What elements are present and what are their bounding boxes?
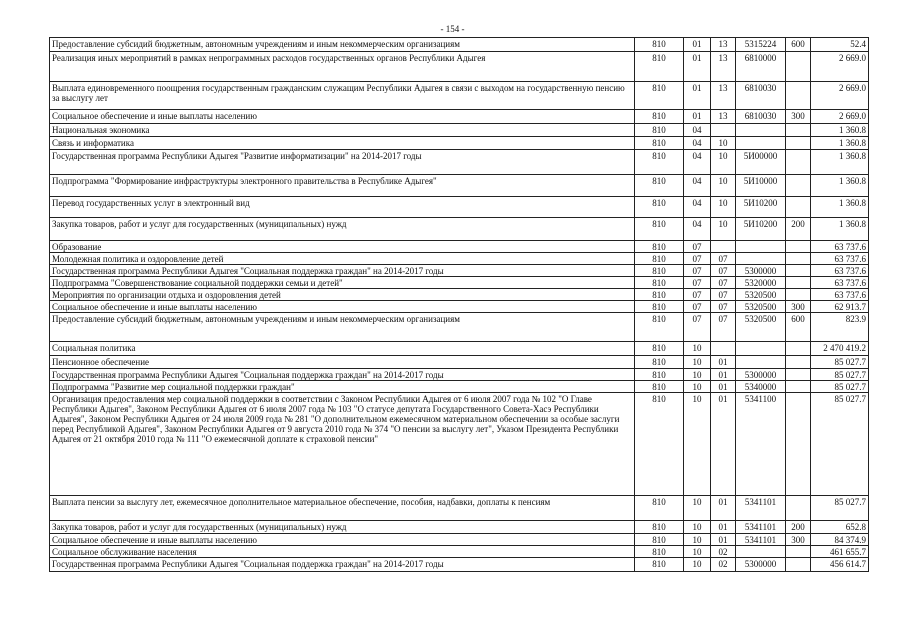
row-target-code (736, 241, 786, 253)
row-subsection-code: 13 (711, 38, 736, 52)
row-amount: 2 470 419.2 (811, 342, 869, 356)
row-name: Закупка товаров, работ и услуг для государственных (муниципальных) нужд (50, 218, 635, 241)
row-expense-type-code: 200 (786, 521, 811, 534)
row-dept-code: 810 (635, 313, 684, 342)
row-expense-type-code: 600 (786, 38, 811, 52)
table-row (50, 137, 869, 150)
row-target-code: 5300000 (736, 369, 786, 381)
row-section-code: 10 (684, 342, 711, 356)
row-dept-code: 810 (635, 534, 684, 546)
row-name: Государственная программа Республики Адыгея "Развитие информатизации" на 2014-2017 годы (50, 150, 635, 175)
row-expense-type-code: 200 (786, 218, 811, 241)
row-section-code: 10 (684, 534, 711, 546)
row-subsection-code (711, 241, 736, 253)
row-amount: 1 360.8 (811, 218, 869, 241)
row-name: Государственная программа Республики Адыгея "Социальная поддержка граждан" на 2014-2017 годы (50, 369, 635, 381)
row-name: Мероприятия по организации отдыха и оздоровления детей (50, 289, 635, 301)
row-subsection-code: 01 (711, 393, 736, 496)
row-amount: 652.8 (811, 521, 869, 534)
row-expense-type-code (786, 124, 811, 137)
table-row (50, 38, 869, 52)
row-amount: 1 360.8 (811, 124, 869, 137)
row-section-code: 01 (684, 52, 711, 82)
row-name: Выплата пенсии за выслугу лет, ежемесячное дополнительное материальное обеспечение, пособия, надбавки, доплаты к пенсиям (50, 496, 635, 521)
row-target-code: 5300000 (736, 265, 786, 277)
row-expense-type-code (786, 496, 811, 521)
row-expense-type-code (786, 82, 811, 110)
row-section-code: 10 (684, 546, 711, 558)
row-name: Реализация иных мероприятий в рамках непрограммных расходов государственных органов Республики Адыгея (50, 52, 635, 82)
row-expense-type-code (786, 342, 811, 356)
row-expense-type-code (786, 393, 811, 496)
row-expense-type-code (786, 369, 811, 381)
row-name: Перевод государственных услуг в электронный вид (50, 197, 635, 218)
row-name: Пенсионное обеспечение (50, 356, 635, 369)
row-amount: 1 360.8 (811, 175, 869, 197)
table-row (50, 110, 869, 124)
row-expense-type-code: 300 (786, 110, 811, 124)
row-section-code: 07 (684, 313, 711, 342)
row-dept-code: 810 (635, 137, 684, 150)
row-section-code: 10 (684, 369, 711, 381)
row-name: Государственная программа Республики Адыгея "Социальная поддержка граждан" на 2014-2017 годы (50, 265, 635, 277)
row-name: Национальная экономика (50, 124, 635, 137)
row-amount: 63 737.6 (811, 241, 869, 253)
row-target-code: 5300000 (736, 558, 786, 572)
row-name: Государственная программа Республики Адыгея "Социальная поддержка граждан" на 2014-2017 годы (50, 558, 635, 572)
row-section-code: 01 (684, 110, 711, 124)
row-section-code: 04 (684, 175, 711, 197)
row-expense-type-code: 300 (786, 534, 811, 546)
row-dept-code: 810 (635, 197, 684, 218)
row-dept-code: 810 (635, 289, 684, 301)
table-row (50, 289, 869, 301)
page-number: - 154 - (440, 24, 465, 34)
row-expense-type-code (786, 546, 811, 558)
row-subsection-code: 13 (711, 110, 736, 124)
table-row (50, 82, 869, 110)
table-row (50, 369, 869, 381)
row-dept-code: 810 (635, 265, 684, 277)
row-dept-code: 810 (635, 356, 684, 369)
row-dept-code: 810 (635, 150, 684, 175)
table-row (50, 277, 869, 289)
row-dept-code: 810 (635, 38, 684, 52)
row-amount: 63 737.6 (811, 289, 869, 301)
row-amount: 63 737.6 (811, 253, 869, 265)
row-expense-type-code (786, 558, 811, 572)
row-section-code: 04 (684, 124, 711, 137)
row-target-code: 6810030 (736, 82, 786, 110)
row-amount: 84 374.9 (811, 534, 869, 546)
row-amount: 85 027.7 (811, 393, 869, 496)
row-target-code (736, 546, 786, 558)
table-row (50, 342, 869, 356)
row-section-code: 04 (684, 150, 711, 175)
row-amount: 63 737.6 (811, 265, 869, 277)
row-target-code: 5И10000 (736, 175, 786, 197)
row-name: Организация предоставления мер социальной поддержки в соответствии с Законом Республики Адыгея от 6 июля 2007 года № 102 "О Главе Республики Адыгея", Законом Республики Адыгея от 6 июля 2007 года № 103 "О статусе депутата Государственного Совета-Хасэ Республики Адыгея", Законом Республики Адыгея от 24 июля 2009 года № 281 "О дополнительном ежемесячном материальном обеспечении за особые заслуги перед Республикой Адыгея", Законом Республики Адыгея от 9 августа 2010 года № 374 "О пенсии за выслугу лет", Указом Президента Республики Адыгея от 21 октября 2010 года № 111 "О ежемесячной доплате к страховой пенсии" (50, 393, 635, 496)
row-dept-code: 810 (635, 277, 684, 289)
row-subsection-code (711, 124, 736, 137)
row-subsection-code: 02 (711, 546, 736, 558)
row-subsection-code: 01 (711, 369, 736, 381)
row-target-code: 5И00000 (736, 150, 786, 175)
row-name: Социальная политика (50, 342, 635, 356)
row-subsection-code: 02 (711, 558, 736, 572)
row-amount: 63 737.6 (811, 277, 869, 289)
row-subsection-code: 10 (711, 175, 736, 197)
row-dept-code: 810 (635, 342, 684, 356)
row-name: Закупка товаров, работ и услуг для государственных (муниципальных) нужд (50, 521, 635, 534)
table-row (50, 496, 869, 521)
table-row (50, 558, 869, 572)
table-row (50, 301, 869, 313)
row-name: Подпрограмма "Формирование инфраструктуры электронного правительства в Республике Адыгея" (50, 175, 635, 197)
row-name: Молодежная политика и оздоровление детей (50, 253, 635, 265)
row-expense-type-code (786, 277, 811, 289)
row-amount: 52.4 (811, 38, 869, 52)
row-expense-type-code (786, 381, 811, 393)
row-subsection-code: 01 (711, 521, 736, 534)
budget-table (49, 37, 869, 572)
row-target-code: 5341101 (736, 521, 786, 534)
row-section-code: 07 (684, 301, 711, 313)
table-row (50, 197, 869, 218)
row-subsection-code: 10 (711, 150, 736, 175)
row-expense-type-code (786, 150, 811, 175)
row-subsection-code: 10 (711, 218, 736, 241)
table-row (50, 534, 869, 546)
row-dept-code: 810 (635, 253, 684, 265)
row-dept-code: 810 (635, 82, 684, 110)
row-target-code: 5340000 (736, 381, 786, 393)
row-amount: 85 027.7 (811, 496, 869, 521)
row-dept-code: 810 (635, 241, 684, 253)
row-section-code: 07 (684, 277, 711, 289)
row-amount: 85 027.7 (811, 369, 869, 381)
row-subsection-code: 10 (711, 197, 736, 218)
row-target-code: 5315224 (736, 38, 786, 52)
row-section-code: 07 (684, 289, 711, 301)
row-name: Связь и информатика (50, 137, 635, 150)
row-dept-code: 810 (635, 496, 684, 521)
table-row (50, 546, 869, 558)
row-expense-type-code (786, 241, 811, 253)
row-target-code: 5И10200 (736, 197, 786, 218)
row-dept-code: 810 (635, 110, 684, 124)
row-amount: 1 360.8 (811, 197, 869, 218)
row-expense-type-code (786, 265, 811, 277)
row-amount: 2 669.0 (811, 110, 869, 124)
row-subsection-code: 07 (711, 253, 736, 265)
row-target-code: 5320500 (736, 313, 786, 342)
table-row (50, 393, 869, 496)
row-expense-type-code: 600 (786, 313, 811, 342)
row-dept-code: 810 (635, 124, 684, 137)
row-subsection-code: 13 (711, 82, 736, 110)
row-target-code (736, 253, 786, 265)
row-amount: 85 027.7 (811, 356, 869, 369)
row-target-code: 6810030 (736, 110, 786, 124)
table-row (50, 521, 869, 534)
row-section-code: 01 (684, 38, 711, 52)
row-dept-code: 810 (635, 369, 684, 381)
row-target-code (736, 342, 786, 356)
row-subsection-code (711, 342, 736, 356)
table-row (50, 265, 869, 277)
row-amount: 85 027.7 (811, 381, 869, 393)
row-amount: 2 669.0 (811, 52, 869, 82)
row-expense-type-code (786, 175, 811, 197)
row-subsection-code: 07 (711, 265, 736, 277)
row-name: Предоставление субсидий бюджетным, автономным учреждениям и иным некоммерческим организациям (50, 313, 635, 342)
row-dept-code: 810 (635, 52, 684, 82)
table-row (50, 356, 869, 369)
row-amount: 461 655.7 (811, 546, 869, 558)
row-section-code: 07 (684, 253, 711, 265)
row-amount: 62 913.7 (811, 301, 869, 313)
row-subsection-code: 13 (711, 52, 736, 82)
row-expense-type-code (786, 137, 811, 150)
row-dept-code: 810 (635, 381, 684, 393)
row-name: Выплата единовременного поощрения государственным гражданским служащим Республики Адыгея в связи с выходом на государственную пенсию за выслугу лет (50, 82, 635, 110)
row-target-code: 5320500 (736, 289, 786, 301)
row-section-code: 04 (684, 197, 711, 218)
row-target-code: 5341100 (736, 393, 786, 496)
row-name: Социальное обеспечение и иные выплаты населению (50, 110, 635, 124)
table-row (50, 381, 869, 393)
row-name: Подпрограмма "Развитие мер социальной поддержки граждан" (50, 381, 635, 393)
row-name: Социальное обеспечение и иные выплаты населению (50, 301, 635, 313)
row-section-code: 10 (684, 393, 711, 496)
row-section-code: 07 (684, 241, 711, 253)
row-section-code: 10 (684, 356, 711, 369)
row-target-code: 5341101 (736, 534, 786, 546)
row-dept-code: 810 (635, 393, 684, 496)
row-target-code: 6810000 (736, 52, 786, 82)
row-subsection-code: 01 (711, 381, 736, 393)
row-amount: 456 614.7 (811, 558, 869, 572)
row-target-code (736, 137, 786, 150)
row-expense-type-code (786, 289, 811, 301)
row-dept-code: 810 (635, 521, 684, 534)
row-amount: 2 669.0 (811, 82, 869, 110)
row-subsection-code: 01 (711, 356, 736, 369)
row-name: Предоставление субсидий бюджетным, автономным учреждениям и иным некоммерческим организациям (50, 38, 635, 52)
row-expense-type-code (786, 356, 811, 369)
row-dept-code: 810 (635, 558, 684, 572)
row-expense-type-code (786, 52, 811, 82)
row-expense-type-code: 300 (786, 301, 811, 313)
row-dept-code: 810 (635, 175, 684, 197)
row-section-code: 04 (684, 137, 711, 150)
row-name: Образование (50, 241, 635, 253)
row-target-code: 5341101 (736, 496, 786, 521)
row-name: Социальное обеспечение и иные выплаты населению (50, 534, 635, 546)
row-dept-code: 810 (635, 301, 684, 313)
row-section-code: 10 (684, 558, 711, 572)
row-section-code: 10 (684, 521, 711, 534)
row-target-code: 5320500 (736, 301, 786, 313)
row-target-code (736, 124, 786, 137)
row-amount: 1 360.8 (811, 150, 869, 175)
row-target-code (736, 356, 786, 369)
table-row (50, 313, 869, 342)
row-target-code: 5И10200 (736, 218, 786, 241)
row-name: Социальное обслуживание населения (50, 546, 635, 558)
row-amount: 1 360.8 (811, 137, 869, 150)
row-subsection-code: 01 (711, 534, 736, 546)
table-row (50, 241, 869, 253)
row-section-code: 07 (684, 265, 711, 277)
row-amount: 823.9 (811, 313, 869, 342)
row-target-code: 5320000 (736, 277, 786, 289)
row-section-code: 10 (684, 381, 711, 393)
table-row (50, 253, 869, 265)
row-subsection-code: 07 (711, 277, 736, 289)
row-subsection-code: 10 (711, 137, 736, 150)
row-dept-code: 810 (635, 218, 684, 241)
table-row (50, 52, 869, 82)
table-row (50, 150, 869, 175)
row-section-code: 10 (684, 496, 711, 521)
table-row (50, 218, 869, 241)
row-name: Подпрограмма "Совершенствование социальной поддержки семьи и детей" (50, 277, 635, 289)
row-subsection-code: 07 (711, 313, 736, 342)
row-subsection-code: 01 (711, 496, 736, 521)
row-expense-type-code (786, 253, 811, 265)
row-expense-type-code (786, 197, 811, 218)
table-row (50, 124, 869, 137)
table-row (50, 175, 869, 197)
row-section-code: 01 (684, 82, 711, 110)
row-dept-code: 810 (635, 546, 684, 558)
row-subsection-code: 07 (711, 301, 736, 313)
row-subsection-code: 07 (711, 289, 736, 301)
row-section-code: 04 (684, 218, 711, 241)
